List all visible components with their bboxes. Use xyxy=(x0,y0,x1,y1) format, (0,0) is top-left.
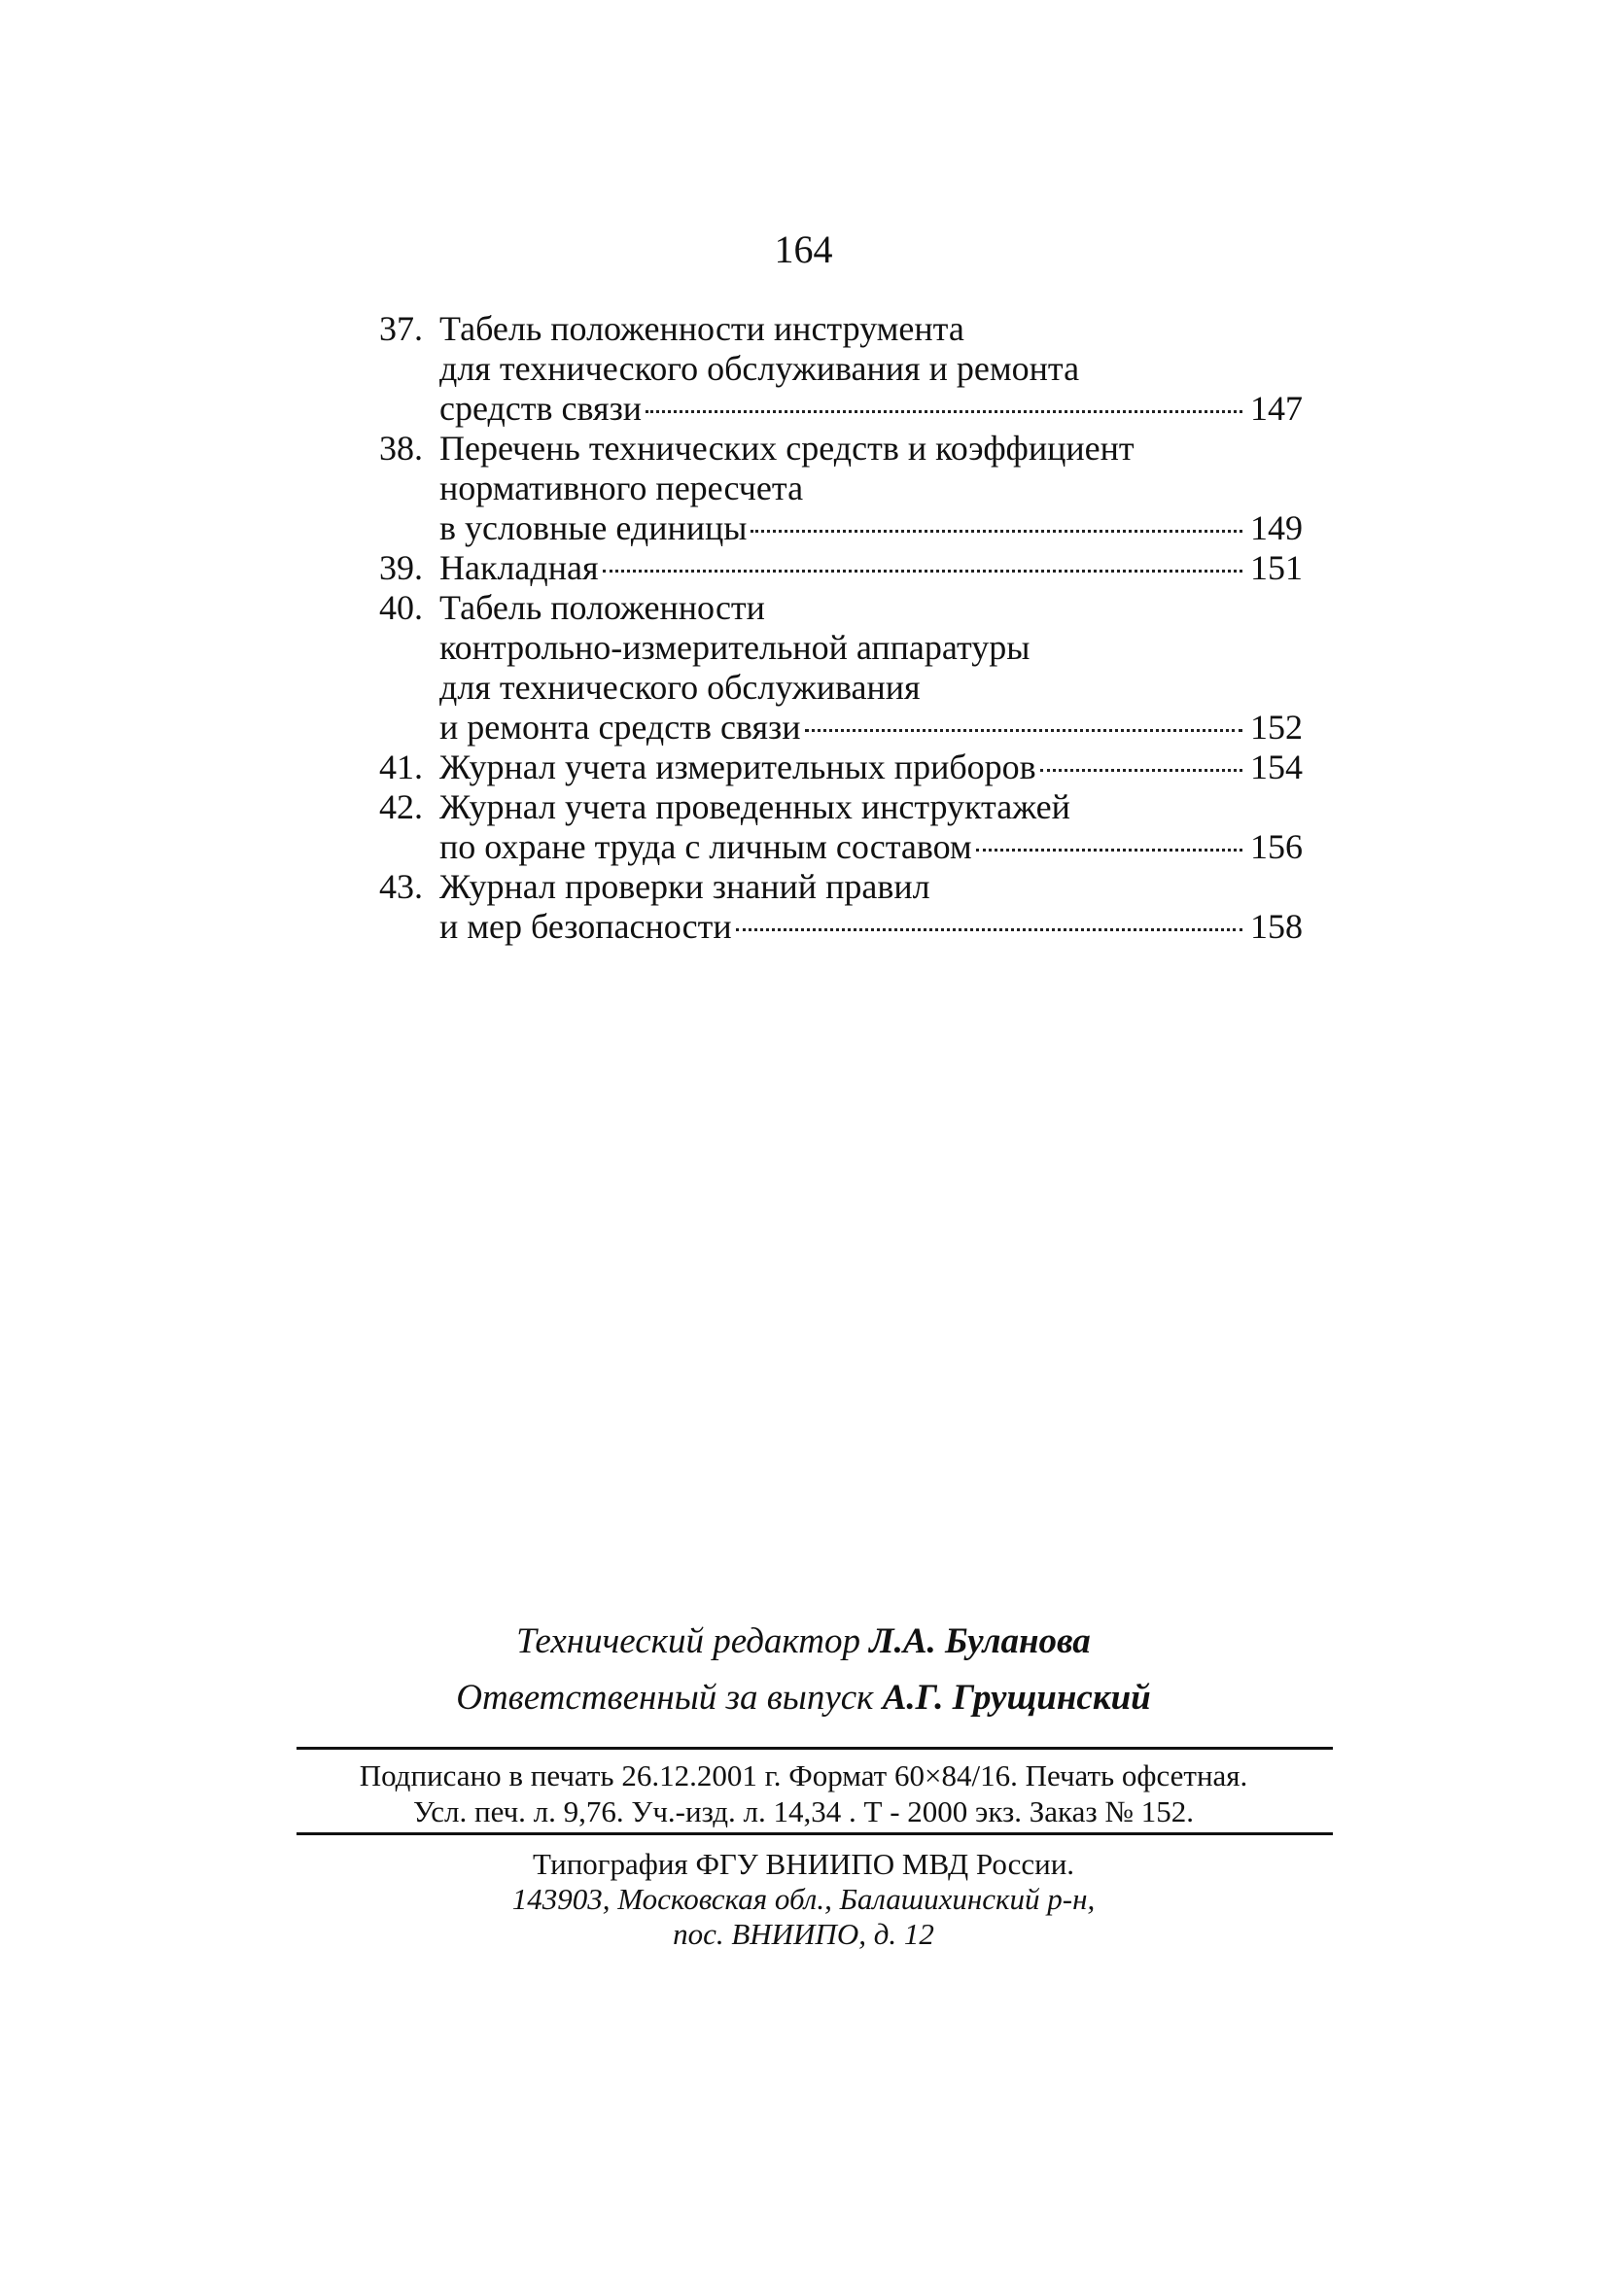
toc-entry-title: Журнал учета измерительных приборов xyxy=(439,748,1036,786)
printer-block xyxy=(0,1847,1607,1952)
toc-entry-line xyxy=(379,309,1303,349)
toc-entry-title: нормативного пересчета xyxy=(439,469,804,507)
toc-entry-number: 40. xyxy=(379,588,423,627)
toc-entry xyxy=(379,588,1303,748)
toc-entry-line xyxy=(379,548,1303,588)
toc-entry-page: 149 xyxy=(1250,508,1303,547)
toc-entry-line xyxy=(379,668,1303,708)
toc-entry-title: в условные единицы xyxy=(439,508,748,547)
toc-entry-number: 39. xyxy=(379,548,423,587)
responsible-role: Ответственный за выпуск xyxy=(456,1678,874,1718)
toc-entry xyxy=(379,429,1303,548)
toc-entry-page: 151 xyxy=(1250,548,1303,587)
toc-entry xyxy=(379,309,1303,429)
toc-entry-page: 156 xyxy=(1250,827,1303,866)
toc-entry-line xyxy=(379,469,1303,508)
printer-name: Типография ФГУ ВНИИПО МВД России. xyxy=(532,1847,1075,1881)
toc-entry xyxy=(379,867,1303,947)
tech-editor-role: Технический редактор xyxy=(516,1621,860,1661)
toc-entry-line xyxy=(379,907,1303,947)
toc-entry-title: Журнал проверки знаний правил xyxy=(439,867,930,906)
printer-address-1: 143903, Московская обл., Балашихинский р-н, xyxy=(511,1882,1096,1916)
toc-entry-line xyxy=(379,588,1303,628)
credits xyxy=(0,1621,1607,1734)
toc-entry-line xyxy=(379,508,1303,548)
toc-entry-title: средств связи xyxy=(439,389,643,428)
toc-dot-leader xyxy=(751,530,1242,533)
tech-editor-line xyxy=(0,1621,1607,1662)
toc-dot-leader xyxy=(736,928,1242,931)
toc-entry-line xyxy=(379,787,1303,827)
toc-entry-title: контрольно-измерительной аппаратуры xyxy=(439,628,1031,667)
toc-dot-leader xyxy=(603,570,1242,573)
toc-entry-number: 43. xyxy=(379,867,423,906)
toc-entry-title: Накладная xyxy=(439,548,599,587)
toc-entry-title: Табель положенности инструмента xyxy=(439,309,964,348)
page-number: 164 xyxy=(774,227,833,271)
toc-entry-page: 158 xyxy=(1250,907,1303,946)
toc-entry-title: и ремонта средств связи xyxy=(439,708,801,747)
toc-entry-line xyxy=(379,628,1303,668)
toc-entry-page: 154 xyxy=(1250,748,1303,786)
toc-dot-leader xyxy=(805,729,1243,732)
toc-entry xyxy=(379,548,1303,588)
toc-dot-leader xyxy=(976,849,1242,852)
toc-entry-line xyxy=(379,708,1303,748)
toc-entry-title: Табель положенности xyxy=(439,588,765,627)
toc-entry-number: 37. xyxy=(379,309,423,348)
toc-entry-title: Перечень технических средств и коэффициент xyxy=(439,429,1135,468)
toc-entry-title: для технического обслуживания xyxy=(439,668,921,707)
toc-entry-number: 38. xyxy=(379,429,423,468)
imprint-line-2: Усл. печ. л. 9,76. Уч.-изд. л. 14,34 . Т - 2000 экз. Заказ № 152. xyxy=(413,1794,1194,1828)
toc-entry-line xyxy=(379,867,1303,907)
toc-entry xyxy=(379,787,1303,867)
toc-dot-leader xyxy=(1040,769,1242,772)
toc-entry-line xyxy=(379,389,1303,429)
toc-entry-title: по охране труда с личным составом xyxy=(439,827,972,866)
imprint-line-1: Подписано в печать 26.12.2001 г. Формат 60×84/16. Печать офсетная. xyxy=(359,1758,1248,1792)
toc-entry-title: для технического обслуживания и ремонта xyxy=(439,349,1080,388)
responsible-line xyxy=(0,1678,1607,1719)
table-of-contents xyxy=(379,309,1303,947)
imprint-block xyxy=(0,1757,1607,1829)
toc-entry-number: 42. xyxy=(379,787,423,826)
toc-entry-page: 147 xyxy=(1250,389,1303,428)
responsible-name: А.Г. Грущинский xyxy=(882,1678,1151,1718)
imprint-bottom-rule xyxy=(297,1832,1333,1835)
toc-entry-line xyxy=(379,349,1303,389)
toc-entry-title: Журнал учета проведенных инструктажей xyxy=(439,787,1070,826)
tech-editor-name: Л.А. Буланова xyxy=(869,1621,1091,1661)
toc-entry-page: 152 xyxy=(1250,708,1303,747)
toc-entry-number: 41. xyxy=(379,748,423,786)
toc-entry-line xyxy=(379,429,1303,469)
toc-entry-line xyxy=(379,748,1303,787)
printer-address-2: пос. ВНИИПО, д. 12 xyxy=(673,1917,934,1951)
toc-entry-line xyxy=(379,827,1303,867)
toc-dot-leader xyxy=(646,410,1242,413)
imprint-top-rule xyxy=(297,1747,1333,1750)
toc-entry xyxy=(379,748,1303,787)
toc-entry-title: и мер безопасности xyxy=(439,907,732,946)
